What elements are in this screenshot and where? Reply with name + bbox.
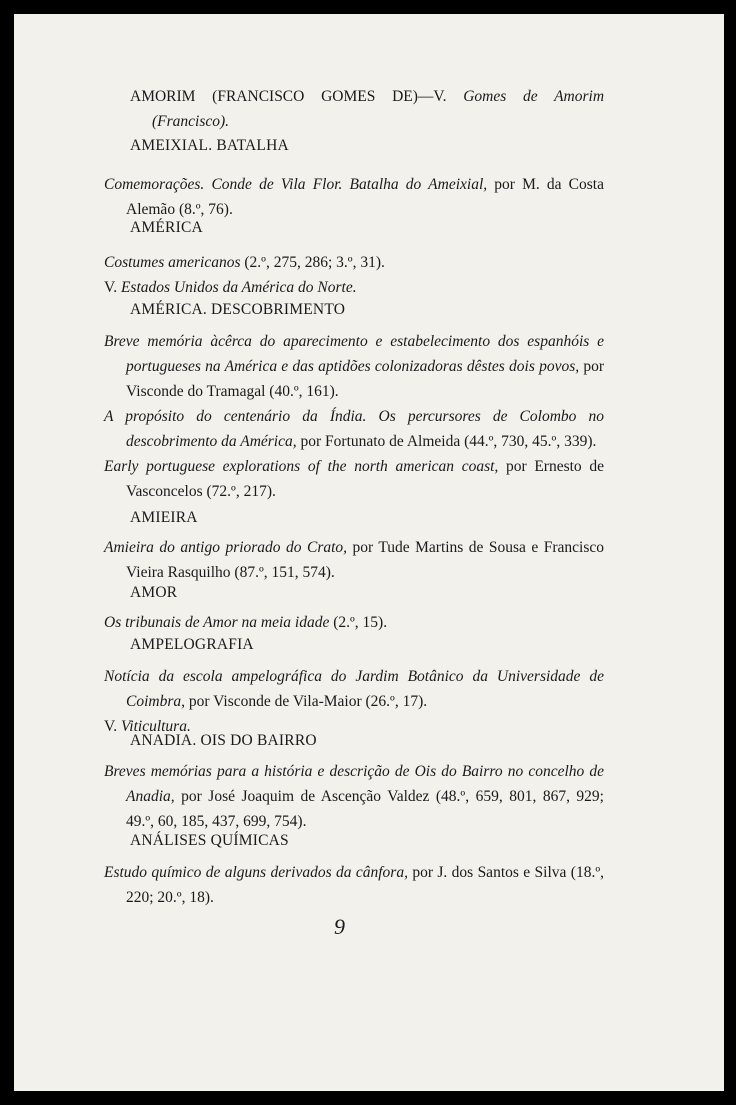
america-desc-title-3: Early portuguese explorations of the north american coast,	[104, 458, 499, 475]
heading-america-descobrimento: AMÉRICA. DESCOBRIMENTO	[130, 301, 346, 318]
entry-anadia	[104, 759, 604, 834]
entry-america-descobrimento	[104, 329, 604, 504]
anadia-ref: por José Joaquim de Ascenção Valdez (48.º, 659, 801, 867, 929; 49.º, 60, 185, 437, 699, 754).	[126, 788, 604, 830]
entry-amorim	[104, 84, 604, 134]
ameixial-title: Comemorações. Conde de Vila Flor. Batalha do Ameixial,	[104, 176, 488, 193]
heading-america: AMÉRICA	[130, 219, 203, 236]
entry-amor	[104, 610, 604, 635]
amieira-ref: por Tude Martins de Sousa e Francisco Vieira Rasquilho (87.º, 151, 574).	[126, 539, 604, 581]
amor-ref: (2.º, 15).	[329, 614, 388, 631]
amieira-title: Amieira do antigo priorado do Crato,	[104, 539, 348, 556]
analises-title: Estudo químico de alguns derivados da cânfora,	[104, 864, 408, 881]
america-see: Estados Unidos da América do Norte.	[120, 279, 357, 296]
amorim-crossref: Gomes de Amorim (Francisco).	[152, 88, 605, 130]
america-ref: (2.º, 275, 286; 3.º, 31).	[240, 254, 385, 271]
heading-analises: ANÁLISES QUÍMICAS	[130, 832, 289, 849]
analises-ref: por J. dos Santos e Silva (18.º, 220; 20.º, 18).	[126, 864, 604, 906]
entry-ampelografia	[104, 664, 604, 739]
heading-anadia: ANADIA. OIS DO BAIRRO	[130, 732, 317, 749]
heading-amor: AMOR	[130, 584, 178, 601]
entry-amieira	[104, 535, 604, 585]
america-desc-title-1: Breve memória àcêrca do aparecimento e estabelecimento dos espanhóis e portugueses na América e das aptidões colonizadoras dêstes dois povos,	[104, 333, 604, 375]
heading-ameixial: AMEIXIAL. BATALHA	[130, 137, 289, 154]
heading-amieira: AMIEIRA	[130, 509, 198, 526]
page-number: 9	[334, 914, 345, 939]
entry-america	[104, 250, 604, 300]
entry-analises	[104, 860, 604, 910]
ameixial-ref: por M. da Costa Alemão (8.º, 76).	[126, 176, 604, 218]
amor-title: Os tribunais de Amor na meia idade	[104, 614, 330, 631]
america-desc-ref-2: por Fortunato de Almeida (44.º, 730, 45.º, 339).	[296, 433, 597, 450]
ampelografia-title: Notícia da escola ampelográfica do Jardim Botânico da Universidade de Coimbra,	[104, 668, 604, 710]
heading-ampelografia: AMPELOGRAFIA	[130, 636, 254, 653]
document-page	[14, 14, 724, 1091]
america-see-prefix: V.	[104, 279, 121, 296]
america-desc-title-2: A propósito do centenário da Índia. Os percursores de Colombo no descobrimento da América,	[104, 408, 604, 450]
ampelografia-see-prefix: V.	[104, 718, 121, 735]
ampelografia-see: Viticultura.	[120, 718, 191, 735]
ampelografia-ref: por Visconde de Vila-Maior (26.º, 17).	[185, 693, 428, 710]
entry-ameixial	[104, 172, 604, 222]
america-title: Costumes americanos	[104, 254, 241, 271]
america-desc-ref-3: por Ernesto de Vasconcelos (72.º, 217).	[126, 458, 604, 500]
anadia-title: Breves memórias para a história e descrição de Ois do Bairro no concelho de Anadia,	[104, 763, 604, 805]
amorim-heading: AMORIM (FRANCISCO GOMES DE)—V.	[130, 88, 464, 105]
america-desc-ref-1: por Visconde do Tramagal (40.º, 161).	[126, 358, 605, 400]
